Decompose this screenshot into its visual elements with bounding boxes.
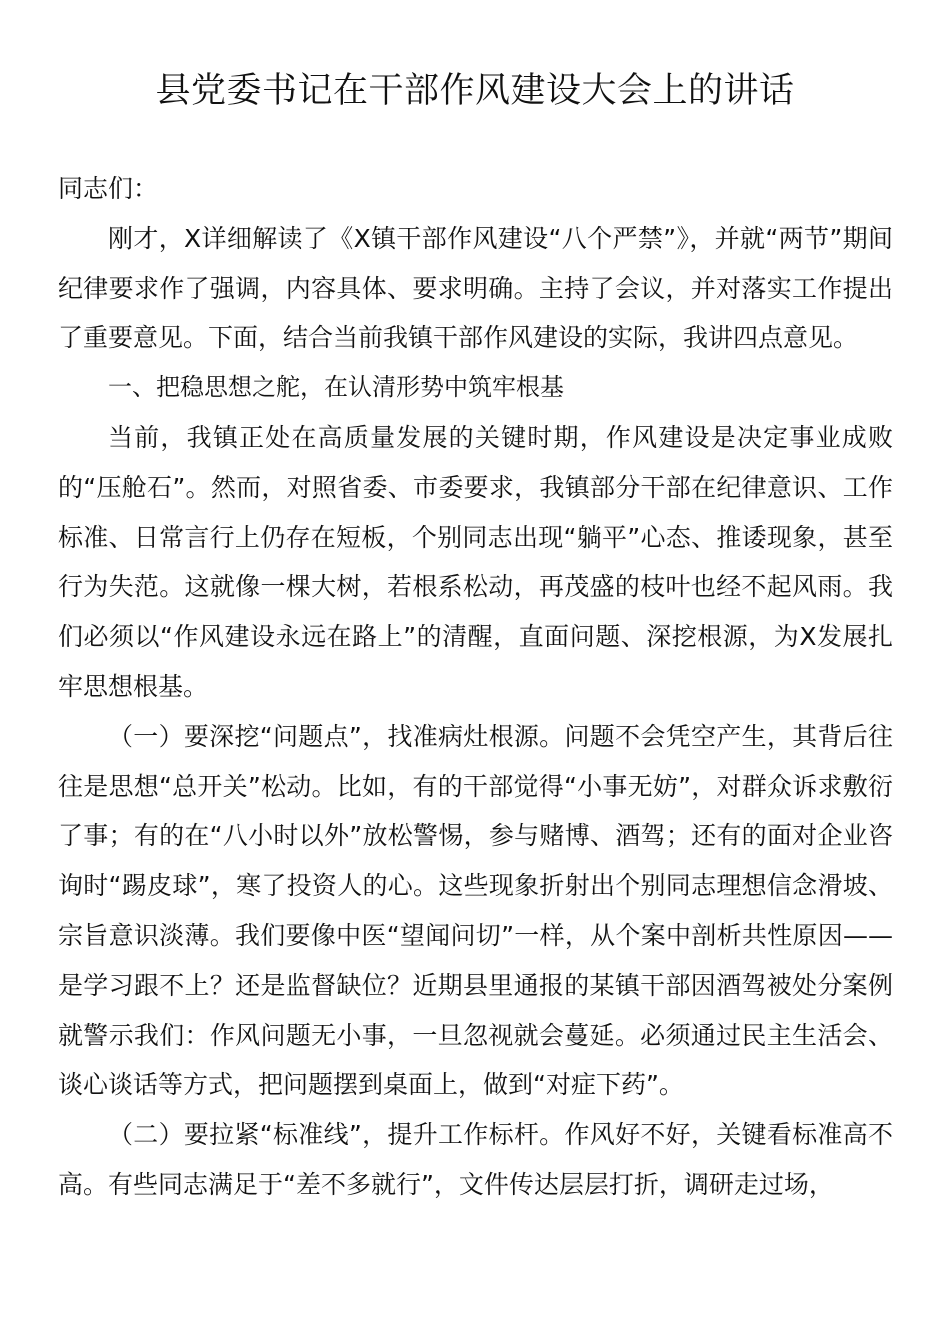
paragraph-opening: 刚才，X详细解读了《X镇干部作风建设“八个严禁”》，并就“两节”期间纪律要求作了强调，内容具体、要求明确。主持了会议，并对落实工作提出了重要意见。下面，结合当前我镇干部作风建设的实际，我讲四点意见。 xyxy=(58,223,893,353)
paragraph-situation: 当前，我镇正处在高质量发展的关键时期，作风建设是决定事业成败的“压舱石”。然而，对照省委、市委要求，我镇部分干部在纪律意识、工作标准、日常言行上仍存在短板，个别同志出现“躺平”心态、推诿现象，甚至行为失范。这就像一棵大树，若根系松动，再茂盛的枝叶也经不起风雨。我们必须以“作风建设永远在路上”的清醒，直面问题、深挖根源，为X发展扎牢思想根基。 xyxy=(58,422,893,701)
salutation: 同志们： xyxy=(58,174,159,203)
document-body xyxy=(58,164,893,1210)
paragraph-subsection-1: （一）要深挖“问题点”，找准病灶根源。问题不会凭空产生，其背后往往是思想“总开关”松动。比如，有的干部觉得“小事无妨”，对群众诉求敷衍了事；有的在“八小时以外”放松警惕，参与赌博、酒驾；还有的面对企业咨询时“踢皮球”，寒了投资人的心。这些现象折射出个别同志理想信念滑坡、宗旨意识淡薄。我们要像中医“望闻问切”一样，从个案中剖析共性原因——是学习跟不上？还是监督缺位？近期县里通报的某镇干部因酒驾被处分案例就警示我们：作风问题无小事，一旦忽视就会蔓延。必须通过民主生活会、谈心谈话等方式，把问题摆到桌面上，做到“对症下药”。 xyxy=(58,721,893,1100)
document-title: 县党委书记在干部作风建设大会上的讲话 xyxy=(155,71,795,111)
paragraph-subsection-2: （二）要拉紧“标准线”，提升工作标杆。作风好不好，关键看标准高不高。有些同志满足于“差不多就行”，文件传达层层打折，调研走过场， xyxy=(58,1120,893,1199)
section-heading-1: 一、把稳思想之舵，在认清形势中筑牢根基 xyxy=(108,373,564,402)
